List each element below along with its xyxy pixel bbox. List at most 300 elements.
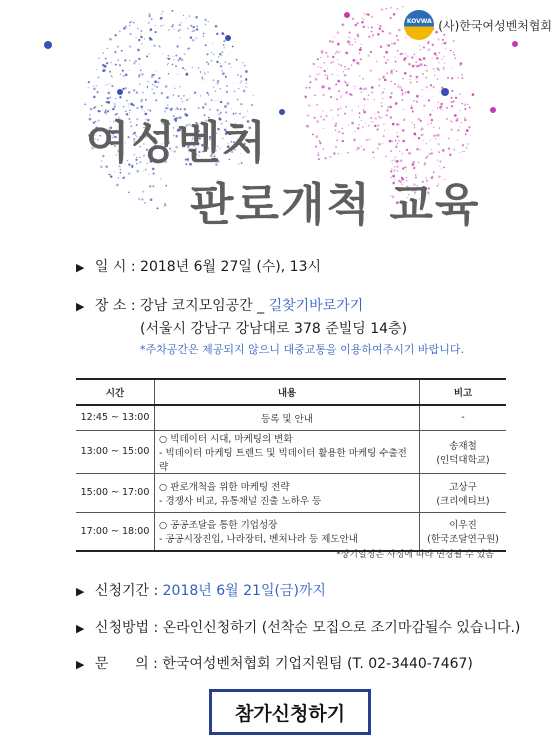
- head-dot: [144, 202, 146, 204]
- head-dot: [418, 161, 420, 163]
- head-dot: [108, 174, 109, 175]
- head-dot: [161, 13, 162, 14]
- head-dot: [213, 54, 214, 55]
- head-dot: [403, 59, 406, 62]
- head-dot: [427, 42, 429, 44]
- head-dot: [470, 135, 471, 136]
- head-dot: [188, 47, 190, 49]
- head-dot: [188, 15, 190, 17]
- head-dot: [420, 63, 423, 66]
- head-dot: [240, 83, 241, 84]
- head-dot: [374, 99, 376, 101]
- head-dot: [379, 117, 381, 119]
- head-dot: [318, 66, 320, 68]
- head-dot: [464, 104, 466, 106]
- head-dot: [175, 65, 177, 67]
- apply-button[interactable]: 참가신청하기: [209, 689, 371, 735]
- head-dot: [224, 47, 226, 49]
- head-dot: [245, 70, 248, 73]
- head-dot: [390, 71, 393, 74]
- head-dot: [404, 72, 407, 75]
- head-dot: [432, 44, 434, 46]
- head-dot: [447, 77, 449, 79]
- head-dot: [396, 144, 397, 145]
- head-dot: [442, 150, 443, 151]
- title-line-1: 여성벤처: [86, 116, 268, 169]
- head-dot: [109, 97, 110, 98]
- head-dot: [401, 153, 403, 155]
- head-dot: [385, 115, 386, 116]
- head-dot: [360, 58, 362, 60]
- head-dot: [411, 105, 413, 107]
- head-dot: [381, 102, 382, 103]
- head-dot: [320, 116, 322, 118]
- head-dot: [128, 191, 130, 193]
- head-dot: [399, 150, 401, 152]
- head-dot: [353, 139, 356, 142]
- head-dot: [378, 24, 379, 25]
- head-dot: [141, 36, 143, 38]
- head-dot: [434, 75, 435, 76]
- arrow-right-icon: ▶: [76, 622, 85, 635]
- head-dot: [126, 100, 128, 102]
- head-dot: [172, 64, 174, 66]
- head-dot: [362, 78, 364, 80]
- head-dot: [390, 106, 392, 108]
- head-dot: [337, 75, 338, 76]
- head-dot: [414, 100, 415, 101]
- header-remark: 비고: [420, 379, 507, 405]
- head-dot: [334, 37, 335, 38]
- head-dot: [345, 91, 348, 94]
- head-dot: [357, 22, 359, 24]
- head-dot: [97, 76, 99, 78]
- head-dot: [394, 56, 395, 57]
- head-dot: [438, 69, 440, 71]
- head-dot: [388, 44, 391, 47]
- head-dot: [342, 24, 344, 26]
- head-dot: [150, 198, 153, 201]
- head-dot: [412, 111, 413, 112]
- head-dot: [382, 91, 384, 93]
- head-dot: [409, 75, 412, 78]
- head-dot: [318, 152, 319, 153]
- head-dot: [395, 157, 396, 158]
- head-dot: [321, 50, 323, 52]
- row-remark: -: [420, 405, 507, 430]
- head-dot: [435, 135, 437, 137]
- head-dot: [148, 53, 149, 54]
- head-dot: [173, 59, 174, 60]
- head-dot: [345, 69, 347, 71]
- head-dot: [352, 44, 354, 46]
- head-dot: [396, 123, 398, 125]
- head-dot: [122, 88, 124, 90]
- head-dot: [412, 161, 415, 164]
- head-dot: [467, 143, 469, 145]
- head-dot: [370, 70, 372, 72]
- row-time: 17:00 ~ 18:00: [76, 512, 155, 551]
- head-dot: [102, 67, 103, 68]
- head-dot: [364, 13, 365, 14]
- contact-value: 한국여성벤처협회 기업지원팀 (T. 02-3440-7467): [162, 656, 473, 672]
- head-dot: [421, 134, 423, 136]
- head-dot: [460, 62, 463, 65]
- head-dot: [228, 63, 230, 65]
- head-dot: [451, 101, 453, 103]
- row-content: [155, 512, 420, 551]
- head-dot: [371, 37, 372, 38]
- head-dot: [226, 91, 228, 93]
- head-dot: [138, 74, 140, 76]
- head-dot: [348, 36, 350, 38]
- head-dot: [307, 114, 309, 116]
- head-dot: [381, 94, 382, 95]
- speaker-affiliation: (한국조달연구원): [427, 534, 499, 546]
- head-dot: [383, 123, 384, 124]
- head-dot: [401, 94, 403, 96]
- head-dot: [448, 138, 450, 140]
- head-dot: [464, 108, 466, 110]
- head-dot: [163, 24, 164, 25]
- head-dot: [220, 101, 222, 103]
- head-dot: [119, 30, 121, 32]
- directions-link[interactable]: 길찾기바로가기: [268, 298, 364, 314]
- head-dot: [342, 128, 343, 129]
- head-dot: [367, 55, 369, 57]
- head-dot: [403, 118, 406, 121]
- head-dot: [444, 42, 447, 45]
- head-dot: [451, 122, 452, 123]
- head-dot: [357, 127, 359, 129]
- head-dot: [451, 90, 453, 92]
- head-dot: [88, 87, 89, 88]
- head-dot: [457, 118, 459, 120]
- head-dot: [324, 63, 325, 64]
- head-dot: [313, 63, 316, 66]
- head-dot: [354, 38, 356, 40]
- head-dot: [461, 122, 462, 123]
- head-dot: [172, 94, 174, 96]
- head-dot: [174, 88, 176, 90]
- head-dot: [432, 58, 433, 59]
- head-dot: [196, 28, 199, 31]
- head-dot: [204, 78, 205, 79]
- head-dot: [434, 52, 437, 55]
- head-dot: [392, 163, 393, 164]
- apply-method-value: 온라인신청하기 (선착순 모집으로 조기마감될수 있습니다.): [162, 620, 521, 636]
- head-dot: [468, 126, 470, 128]
- head-dot: [360, 47, 361, 48]
- head-dot: [389, 96, 391, 98]
- head-dot: [204, 19, 206, 21]
- head-dot: [440, 103, 443, 106]
- head-dot: [428, 99, 430, 101]
- head-dot: [416, 66, 418, 68]
- head-dot: [335, 83, 337, 85]
- date-row: [76, 256, 321, 276]
- head-dot: [240, 80, 242, 82]
- head-dot: [323, 148, 325, 150]
- head-dot: [391, 81, 392, 82]
- head-dot: [433, 135, 435, 137]
- head-dot: [98, 58, 100, 60]
- content-line: ○ 판로개척을 위한 마케팅 전략: [159, 481, 290, 493]
- head-dot: [183, 15, 184, 16]
- head-dot: [446, 107, 448, 109]
- head-dot: [462, 103, 463, 104]
- head-dot: [233, 83, 234, 84]
- head-dot: [450, 50, 452, 52]
- head-dot: [402, 93, 403, 94]
- head-dot: [216, 61, 218, 63]
- head-dot: [371, 121, 372, 122]
- row-time: 15:00 ~ 17:00: [76, 473, 155, 512]
- head-dot: [423, 134, 424, 135]
- accent-dot: [279, 109, 285, 115]
- place-label: 장 소 :: [94, 298, 136, 314]
- head-dot: [451, 105, 453, 107]
- head-dot: [168, 73, 169, 74]
- head-dot: [346, 84, 348, 86]
- head-dot: [208, 63, 209, 64]
- head-dot: [385, 156, 386, 157]
- head-dot: [309, 81, 311, 83]
- head-dot: [371, 31, 372, 32]
- head-dot: [384, 88, 385, 89]
- head-dot: [156, 71, 157, 72]
- head-dot: [361, 120, 362, 121]
- head-dot: [338, 153, 340, 155]
- head-dot: [418, 65, 420, 67]
- head-dot: [361, 17, 362, 18]
- head-dot: [147, 81, 149, 83]
- head-dot: [454, 149, 456, 151]
- head-dot: [464, 117, 466, 119]
- head-dot: [356, 59, 357, 60]
- head-dot: [449, 154, 452, 157]
- head-dot: [439, 91, 440, 92]
- head-dot: [115, 98, 116, 99]
- head-dot: [157, 87, 158, 88]
- head-dot: [386, 44, 388, 46]
- head-dot: [344, 74, 347, 77]
- head-dot: [387, 115, 388, 116]
- head-dot: [402, 78, 403, 79]
- head-dot: [397, 135, 399, 137]
- head-dot: [225, 62, 226, 63]
- head-dot: [441, 58, 443, 60]
- head-dot: [451, 77, 453, 79]
- head-dot: [154, 25, 155, 26]
- head-dot: [454, 114, 457, 117]
- head-dot: [162, 54, 163, 55]
- place-row: [76, 295, 363, 315]
- head-dot: [371, 26, 373, 28]
- head-dot: [217, 100, 218, 101]
- schedule-table: [76, 378, 506, 552]
- head-dot: [128, 104, 129, 105]
- head-dot: [354, 89, 355, 90]
- head-dot: [376, 61, 377, 62]
- head-dot: [416, 101, 418, 103]
- head-dot: [208, 94, 210, 96]
- head-dot: [320, 67, 321, 68]
- head-dot: [366, 139, 368, 141]
- head-dot: [166, 96, 168, 98]
- head-dot: [120, 74, 121, 75]
- head-dot: [385, 62, 387, 64]
- head-dot: [415, 134, 417, 136]
- head-dot: [327, 75, 328, 76]
- head-dot: [397, 39, 399, 41]
- speaker-affiliation: (인덕대학교): [436, 454, 490, 466]
- head-dot: [316, 104, 318, 106]
- head-dot: [240, 75, 242, 77]
- head-dot: [381, 9, 383, 11]
- head-dot: [461, 77, 463, 79]
- head-dot: [133, 89, 135, 91]
- head-dot: [117, 59, 119, 61]
- head-dot: [237, 99, 239, 101]
- content-line: - 공공시장진입, 나라장터, 벤처나라 등 제도안내: [159, 534, 358, 546]
- head-dot: [404, 91, 406, 93]
- head-dot: [135, 60, 137, 62]
- head-dot: [147, 87, 148, 88]
- head-dot: [334, 86, 335, 87]
- head-dot: [129, 33, 131, 35]
- head-dot: [363, 88, 365, 90]
- head-dot: [442, 67, 444, 69]
- head-dot: [437, 78, 439, 80]
- head-dot: [119, 96, 121, 98]
- head-dot: [467, 104, 468, 105]
- head-dot: [181, 98, 182, 99]
- head-dot: [320, 57, 321, 58]
- head-dot: [337, 51, 339, 53]
- arrow-right-icon: ▶: [76, 261, 85, 274]
- head-dot: [168, 58, 170, 60]
- head-dot: [348, 125, 349, 126]
- head-dot: [190, 36, 193, 39]
- head-dot: [371, 16, 373, 18]
- head-dot: [368, 27, 369, 28]
- head-dot: [325, 157, 327, 159]
- head-dot: [396, 35, 398, 37]
- head-dot: [395, 61, 396, 62]
- head-dot: [206, 92, 208, 94]
- head-dot: [377, 33, 380, 36]
- head-dot: [315, 146, 317, 148]
- head-dot: [93, 88, 94, 89]
- table-row: [76, 473, 506, 512]
- head-dot: [427, 124, 429, 126]
- head-dot: [135, 37, 137, 39]
- table-row: [76, 512, 506, 551]
- row-remark: [420, 512, 507, 551]
- head-dot: [168, 29, 170, 31]
- head-dot: [337, 114, 339, 116]
- head-dot: [211, 99, 213, 101]
- head-dot: [460, 152, 461, 153]
- head-dot: [379, 25, 381, 27]
- head-dot: [316, 120, 319, 123]
- head-dot: [464, 119, 466, 121]
- head-dot: [216, 33, 218, 35]
- title-line-2: 판로개척 교육: [190, 178, 481, 231]
- head-dot: [382, 143, 383, 144]
- head-dot: [112, 76, 113, 77]
- head-dot: [124, 59, 126, 61]
- head-dot: [322, 110, 323, 111]
- head-dot: [397, 50, 399, 52]
- head-dot: [368, 138, 370, 140]
- accent-dot: [512, 41, 518, 47]
- head-dot: [398, 84, 400, 86]
- head-dot: [338, 43, 339, 44]
- content-line: ○ 빅데이터 시대, 마케팅의 변화: [159, 433, 293, 445]
- head-dot: [436, 57, 439, 60]
- head-dot: [413, 101, 414, 102]
- head-dot: [380, 46, 383, 49]
- head-dot: [193, 30, 195, 32]
- head-dot: [171, 10, 173, 12]
- head-dot: [378, 116, 379, 117]
- head-dot: [237, 74, 239, 76]
- head-dot: [179, 57, 181, 59]
- head-dot: [125, 73, 128, 76]
- head-dot: [459, 126, 460, 127]
- head-dot: [430, 139, 431, 140]
- head-dot: [179, 28, 181, 30]
- head-dot: [216, 82, 219, 85]
- head-dot: [106, 84, 108, 86]
- head-dot: [153, 44, 155, 46]
- head-dot: [358, 106, 359, 107]
- head-dot: [122, 177, 124, 179]
- head-dot: [306, 125, 309, 128]
- head-dot: [462, 144, 464, 146]
- head-dot: [208, 21, 209, 22]
- head-dot: [382, 77, 384, 79]
- head-dot: [410, 82, 412, 84]
- head-dot: [441, 43, 442, 44]
- head-dot: [443, 69, 444, 70]
- head-dot: [472, 93, 475, 96]
- head-dot: [450, 120, 452, 122]
- head-dot: [384, 79, 387, 82]
- head-dot: [387, 59, 389, 61]
- head-dot: [84, 104, 86, 106]
- head-dot: [139, 83, 141, 85]
- head-dot: [375, 117, 377, 119]
- head-dot: [151, 18, 153, 20]
- head-dot: [149, 29, 152, 32]
- head-dot: [245, 86, 246, 87]
- head-dot: [461, 74, 463, 76]
- head-dot: [160, 178, 162, 180]
- head-dot: [338, 131, 341, 134]
- head-dot: [401, 89, 403, 91]
- head-dot: [157, 81, 159, 83]
- head-dot: [429, 114, 431, 116]
- head-dot: [137, 49, 140, 52]
- head-dot: [398, 29, 401, 32]
- head-dot: [186, 99, 188, 101]
- head-dot: [215, 90, 217, 92]
- head-dot: [217, 80, 219, 82]
- head-dot: [304, 95, 307, 98]
